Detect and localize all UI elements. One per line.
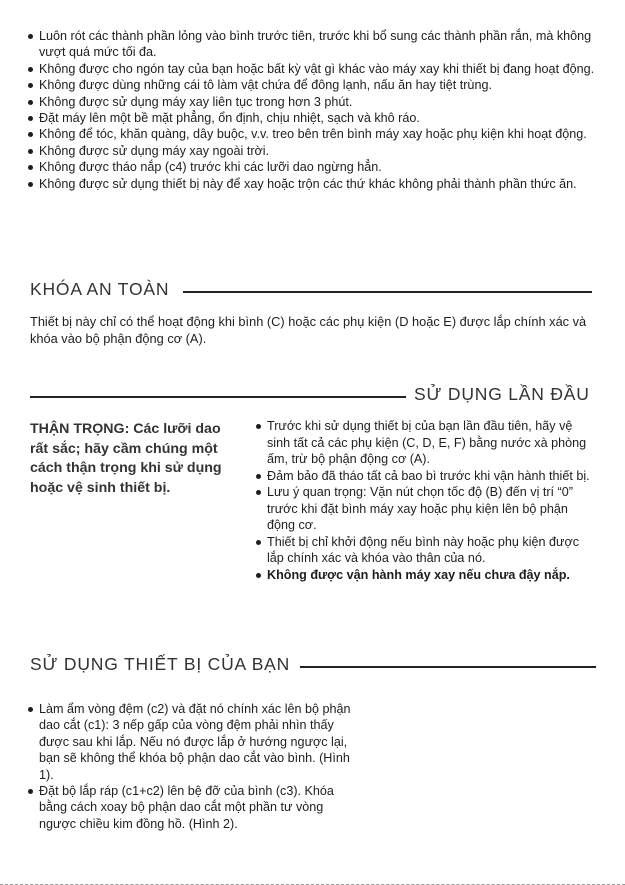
list-item: Thiết bị chỉ khởi động nếu bình này hoặc phụ kiện được lắp chính xác và khóa vào thân của nó. <box>267 534 597 567</box>
list-item: Không được dùng những cái tô làm vật chứa để đông lạnh, nấu ăn hay tiệt trùng. <box>39 77 599 93</box>
section-rule <box>300 666 596 668</box>
warnings-list <box>39 28 599 192</box>
list-item: Không được sử dụng máy xay ngoài trời. <box>39 143 599 159</box>
list-item: Đặt bộ lắp ráp (c1+c2) lên bệ đỡ của bình (c3). Khóa bằng cách xoay bộ phận dao cắt một phần tư vòng ngược chiều kim đồng hồ. (Hình 2). <box>39 783 359 832</box>
list-item: Trước khi sử dụng thiết bị của bạn lần đầu tiên, hãy vệ sinh tất cả các phụ kiện (C, D, E, F) bằng nước xà phòng ấm, trừ bộ phận động cơ (A). <box>267 418 597 468</box>
first-use-heading: SỬ DỤNG LẦN ĐẦU <box>414 384 590 404</box>
list-item: Không được sử dụng thiết bị này để xay hoặc trộn các thứ khác không phải thành phần thức ăn. <box>39 176 599 192</box>
using-device-heading: SỬ DỤNG THIẾT BỊ CỦA BẠN <box>30 654 291 674</box>
list-item: Không được tháo nắp (c4) trước khi các lưỡi dao ngừng hẳn. <box>39 159 599 175</box>
safety-lock-heading: KHÓA AN TOÀN <box>30 279 170 299</box>
list-item: Đặt máy lên một bề mặt phẳng, ổn định, chịu nhiệt, sạch và khô ráo. <box>39 110 599 126</box>
list-item: Không được vận hành máy xay nếu chưa đậy nắp. <box>267 567 597 584</box>
safety-lock-text: Thiết bị này chỉ có thể hoạt động khi bình (C) hoặc các phụ kiện (D hoặc E) được lắp chính xác và khóa vào bộ phận động cơ (A). <box>30 314 587 346</box>
first-use-list <box>267 418 597 583</box>
caution-note: THẬN TRỌNG: Các lưỡi dao rất sắc; hãy cầm chúng một cách thận trọng khi sử dụng hoặc vệ sinh thiết bị. <box>30 421 222 496</box>
section-rule <box>183 291 592 293</box>
using-device-list <box>39 701 359 832</box>
list-item: Không để tóc, khăn quàng, dây buộc, v.v. treo bên trên bình máy xay hoặc phụ kiện khi hoạt động. <box>39 126 599 142</box>
list-item: Đảm bảo đã tháo tất cả bao bì trước khi vận hành thiết bị. <box>267 468 597 485</box>
list-item: Không được sử dụng máy xay liên tục trong hơn 3 phút. <box>39 94 599 110</box>
list-item: Không được cho ngón tay của bạn hoặc bất kỳ vật gì khác vào máy xay khi thiết bị đang hoạt động. <box>39 61 599 77</box>
list-item: Lưu ý quan trọng: Vặn nút chọn tốc độ (B) đến vị trí “0” trước khi đặt bình máy xay hoặc phụ kiện lên bộ phận động cơ. <box>267 484 597 534</box>
section-rule <box>30 396 406 398</box>
list-item: Luôn rót các thành phần lỏng vào bình trước tiên, trước khi bổ sung các thành phần rắn, mà không vượt quá mức tối đa. <box>39 28 599 61</box>
list-item: Làm ẩm vòng đệm (c2) và đặt nó chính xác lên bộ phận dao cắt (c1): 3 nếp gấp của vòng đệm phải nhìn thấy được sau khi lắp. Nếu nó được lắp ở hướng ngược lại, bạn sẽ không thể khóa bộ phận dao cắt vào bình. (Hình 1). <box>39 701 359 783</box>
